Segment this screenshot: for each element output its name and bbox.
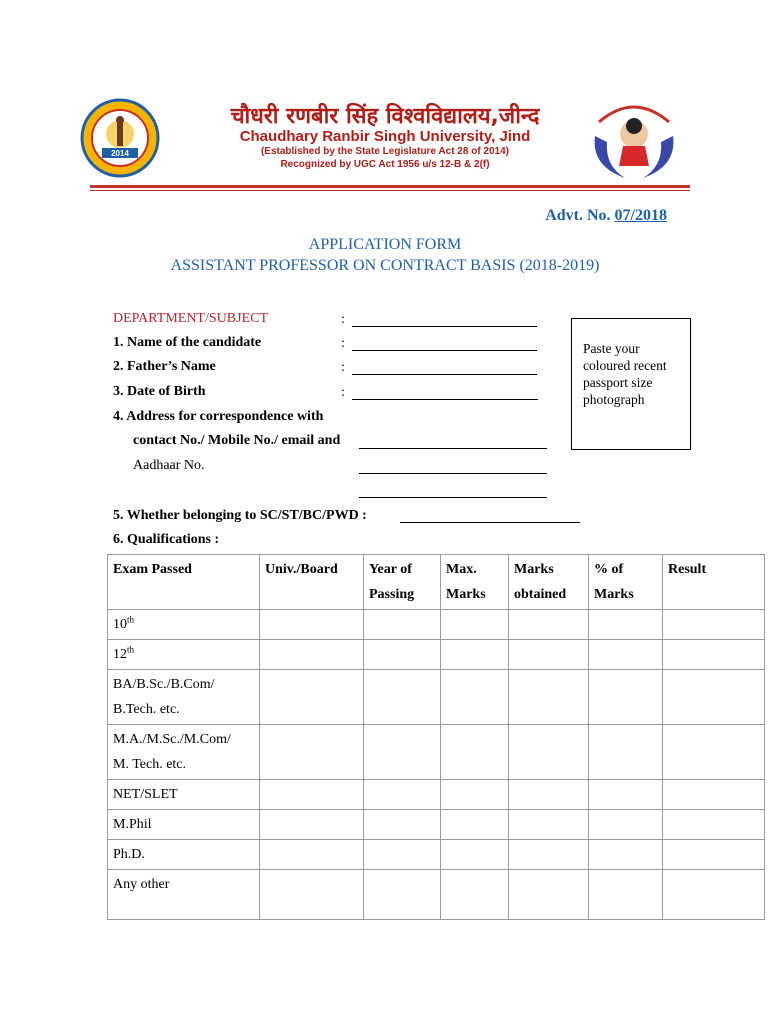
advt-number: Advt. No. 07/2018: [545, 207, 667, 224]
cell[interactable]: [364, 780, 441, 810]
table-row: [108, 640, 765, 670]
cell[interactable]: [441, 640, 509, 670]
exam-phd: Ph.D.: [108, 840, 260, 870]
cell[interactable]: [260, 780, 364, 810]
cell[interactable]: [364, 840, 441, 870]
cell[interactable]: [509, 810, 589, 840]
table-row: [108, 610, 765, 640]
name-field[interactable]: [352, 350, 537, 351]
table-row: [108, 725, 765, 780]
exam-12th: 12th: [108, 640, 260, 670]
header-percent-marks: % of Marks: [589, 555, 663, 610]
colon: :: [341, 360, 345, 375]
cell[interactable]: [509, 610, 589, 640]
cell[interactable]: [260, 870, 364, 920]
cell[interactable]: [441, 780, 509, 810]
university-name: Chaudhary Ranbir Singh University, Jind: [239, 128, 531, 145]
cell[interactable]: [364, 610, 441, 640]
cell[interactable]: [509, 870, 589, 920]
dob-label: 3. Date of Birth: [113, 384, 206, 399]
qualifications-label: 6. Qualifications :: [113, 532, 220, 547]
dob-field[interactable]: [352, 399, 538, 400]
cell[interactable]: [663, 640, 765, 670]
cell[interactable]: [441, 610, 509, 640]
cell[interactable]: [589, 725, 663, 780]
cell[interactable]: [441, 810, 509, 840]
cell[interactable]: [364, 725, 441, 780]
cell[interactable]: [589, 780, 663, 810]
cell[interactable]: [589, 840, 663, 870]
aadhaar-label: Aadhaar No.: [133, 458, 205, 473]
cell[interactable]: [663, 780, 765, 810]
cell[interactable]: [509, 725, 589, 780]
cell[interactable]: [589, 670, 663, 725]
department-label: DEPARTMENT/SUBJECT: [113, 311, 268, 326]
table-row: [108, 670, 765, 725]
cell[interactable]: [589, 640, 663, 670]
exam-graduation: BA/B.Sc./B.Com/ B.Tech. etc.: [108, 670, 260, 725]
cell[interactable]: [509, 670, 589, 725]
exam-10th: 10th: [108, 610, 260, 640]
name-label: 1. Name of the candidate: [113, 335, 262, 350]
category-label: 5. Whether belonging to SC/ST/BC/PWD :: [113, 508, 367, 523]
qualifications-table: [107, 554, 765, 920]
exam-any-other: Any other: [108, 870, 260, 920]
cell[interactable]: [260, 610, 364, 640]
university-hindi-name: चौधरी रणबीर सिंह विश्वविद्यालय,जीन्द: [230, 104, 540, 129]
cell[interactable]: [441, 670, 509, 725]
cell[interactable]: [509, 640, 589, 670]
category-field[interactable]: [400, 522, 580, 523]
exam-net-slet: NET/SLET: [108, 780, 260, 810]
table-row: [108, 870, 765, 920]
cell[interactable]: [364, 870, 441, 920]
cell[interactable]: [441, 870, 509, 920]
colon: :: [341, 385, 345, 400]
cell[interactable]: [663, 810, 765, 840]
cell[interactable]: [663, 670, 765, 725]
cell[interactable]: [260, 725, 364, 780]
exam-post-graduation: M.A./M.Sc./M.Com/ M. Tech. etc.: [108, 725, 260, 780]
form-title: APPLICATION FORM: [308, 236, 462, 253]
table-header-row: [108, 555, 765, 610]
cell[interactable]: [589, 870, 663, 920]
address-field-2[interactable]: [359, 473, 547, 474]
cell[interactable]: [509, 780, 589, 810]
cell[interactable]: [260, 670, 364, 725]
colon: :: [341, 336, 345, 351]
cell[interactable]: [364, 640, 441, 670]
cell[interactable]: [663, 610, 765, 640]
colon: :: [341, 312, 345, 327]
header-marks-obtained: Marks obtained: [509, 555, 589, 610]
cell[interactable]: [663, 725, 765, 780]
address-field-3[interactable]: [359, 497, 547, 498]
address-label: 4. Address for correspondence with: [113, 409, 324, 424]
cell[interactable]: [260, 810, 364, 840]
header-rule-thin: [90, 190, 690, 191]
cell[interactable]: [441, 725, 509, 780]
table-row: [108, 780, 765, 810]
header-rule: [90, 185, 690, 188]
header-univ-board: Univ./Board: [260, 555, 364, 610]
table-row: [108, 810, 765, 840]
cell[interactable]: [260, 840, 364, 870]
photo-instructions: Paste your coloured recent passport size photograph: [583, 341, 667, 407]
recognition-note: Recognized by UGC Act 1956 u/s 12-B & 2(f): [280, 159, 490, 170]
form-subtitle: ASSISTANT PROFESSOR ON CONTRACT BASIS (2018-2019): [170, 257, 600, 274]
father-name-label: 2. Father’s Name: [113, 359, 216, 374]
cell[interactable]: [441, 840, 509, 870]
established-note: (Established by the State Legislature Act 28 of 2014): [260, 146, 510, 157]
cell[interactable]: [663, 870, 765, 920]
header-max-marks: Max. Marks: [441, 555, 509, 610]
contact-label: contact No./ Mobile No./ email and: [133, 433, 341, 448]
department-field[interactable]: [352, 326, 537, 327]
logo-year: 2014: [111, 149, 129, 158]
header-year-passing: Year of Passing: [364, 555, 441, 610]
beti-bachao-logo: [585, 96, 683, 182]
cell[interactable]: [663, 840, 765, 870]
cell[interactable]: [589, 610, 663, 640]
father-name-field[interactable]: [352, 374, 537, 375]
cell[interactable]: [364, 670, 441, 725]
header-exam-passed: Exam Passed: [108, 555, 260, 610]
cell[interactable]: [589, 810, 663, 840]
cell[interactable]: [509, 840, 589, 870]
header-result: Result: [663, 555, 765, 610]
address-field-1[interactable]: [359, 448, 547, 449]
exam-mphil: M.Phil: [108, 810, 260, 840]
cell[interactable]: [260, 640, 364, 670]
table-row: [108, 840, 765, 870]
cell[interactable]: [364, 810, 441, 840]
university-logo: [80, 98, 160, 178]
